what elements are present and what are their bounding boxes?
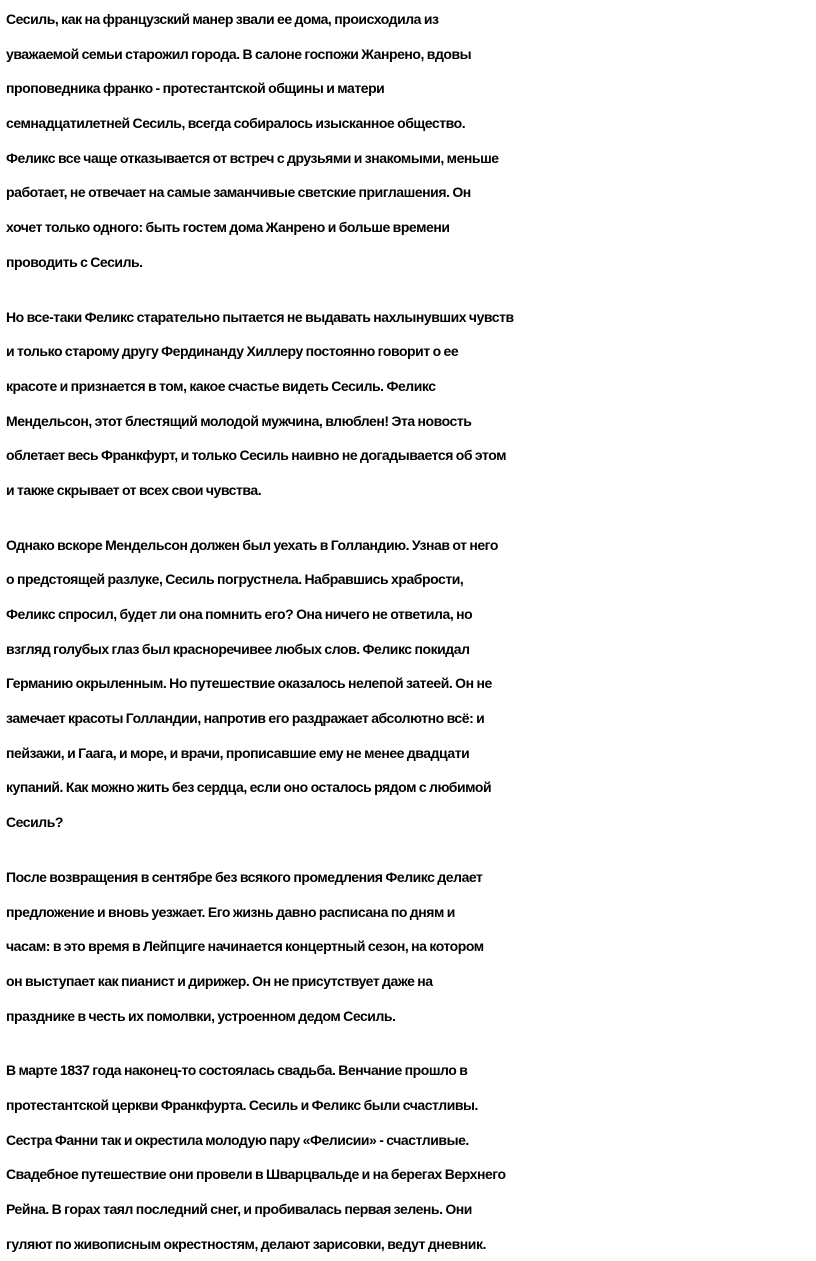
paragraph-2	[6, 300, 806, 508]
text-line: замечает красоты Голландии, напротив его раздражает абсолютно всё: и	[6, 710, 485, 727]
text-line: Мендельсон, этот блестящий молодой мужчина, влюблен! Эта новость	[6, 412, 472, 429]
text-line: В марте 1837 года наконец-то состоялась свадьба. Венчание прошло в	[6, 1062, 468, 1079]
text-line: протестантской церкви Франкфурта. Сесиль и Феликс были счастливы.	[6, 1096, 478, 1113]
text-line: он выступает как пианист и дирижер. Он не присутствует даже на	[6, 972, 433, 989]
text-line: Феликс спросил, будет ли она помнить его? Она ничего не ответила, но	[6, 606, 473, 622]
text-line: Но все-таки Феликс старательно пытается не выдавать нахлынувших чувств	[6, 308, 514, 325]
text-line: купаний. Как можно жить без сердца, если оно осталось рядом с любимой	[6, 779, 492, 796]
text-line: Сестра Фанни так и окрестила молодую пару «Фелисии» - счастливые.	[6, 1131, 469, 1148]
text-line: красоте и признается в том, какое счастье видеть Сесиль. Феликс	[6, 377, 436, 394]
text-line: празднике в честь их помолвки, устроенном дедом Сесиль.	[6, 1007, 396, 1024]
text-line: часам: в это время в Лейпциге начинается концертный сезон, на котором	[6, 938, 484, 955]
text-line: Рейна. В горах таял последний снег, и пробивалась первая зелень. Они	[6, 1201, 472, 1217]
paragraph-gap	[6, 840, 806, 860]
text-line: работает, не отвечает на самые заманчивые светские приглашения. Он	[6, 184, 471, 201]
text-line: проповедника франко - протестантской общины и матери	[6, 80, 385, 97]
text-line: Сесиль?	[6, 814, 64, 831]
text-line: После возвращения в сентябре без всякого промедления Феликс делает	[6, 868, 483, 885]
text-line: Однако вскоре Мендельсон должен был уехать в Голландию. Узнав от него	[6, 536, 498, 553]
paragraph-gap	[6, 508, 806, 528]
paragraph-5	[6, 1053, 806, 1261]
paragraph-gap	[6, 280, 806, 300]
paragraph-4	[6, 860, 806, 1033]
text-line: предложение и вновь уезжает. Его жизнь давно расписана по дням и	[6, 903, 455, 920]
text-line: уважаемой семьи старожил города. В салоне госпожи Жанрено, вдовы	[6, 45, 472, 62]
text-line: Свадебное путешествие они провели в Шварцвальде и на берегах Верхнего	[6, 1166, 506, 1183]
text-line: Сесиль, как на французский манер звали ее дома, происходила из	[6, 11, 439, 27]
text-line: проводить с Сесиль.	[6, 253, 143, 270]
text-line: и также скрывает от всех свои чувства.	[6, 481, 262, 498]
text-line: Феликс все чаще отказывается от встреч с друзьями и знакомыми, меньше	[6, 149, 499, 166]
paragraph-3	[6, 528, 806, 840]
text-line: пейзажи, и Гаага, и море, и врачи, прописавшие ему не менее двадцати	[6, 744, 470, 761]
text-line: семнадцатилетней Сесиль, всегда собиралось изысканное общество.	[6, 115, 466, 132]
text-line: о предстоящей разлуке, Сесиль погрустнела. Набравшись храбрости,	[6, 571, 464, 588]
text-line: и только старому другу Фердинанду Хиллеру постоянно говорит о ее	[6, 343, 459, 360]
text-line: Германию окрыленным. Но путешествие оказалось нелепой затеей. Он не	[6, 675, 492, 692]
paragraph-gap	[6, 1033, 806, 1053]
text-line: взгляд голубых глаз был красноречивее любых слов. Феликс покидал	[6, 640, 470, 657]
paragraph-1	[6, 2, 806, 280]
text-line: хочет только одного: быть гостем дома Жанрено и больше времени	[6, 219, 450, 236]
text-line: облетает весь Франкфурт, и только Сесиль наивно не догадывается об этом	[6, 447, 507, 464]
text-line: гуляют по живописным окрестностям, делают зарисовки, ведут дневник.	[6, 1235, 486, 1252]
